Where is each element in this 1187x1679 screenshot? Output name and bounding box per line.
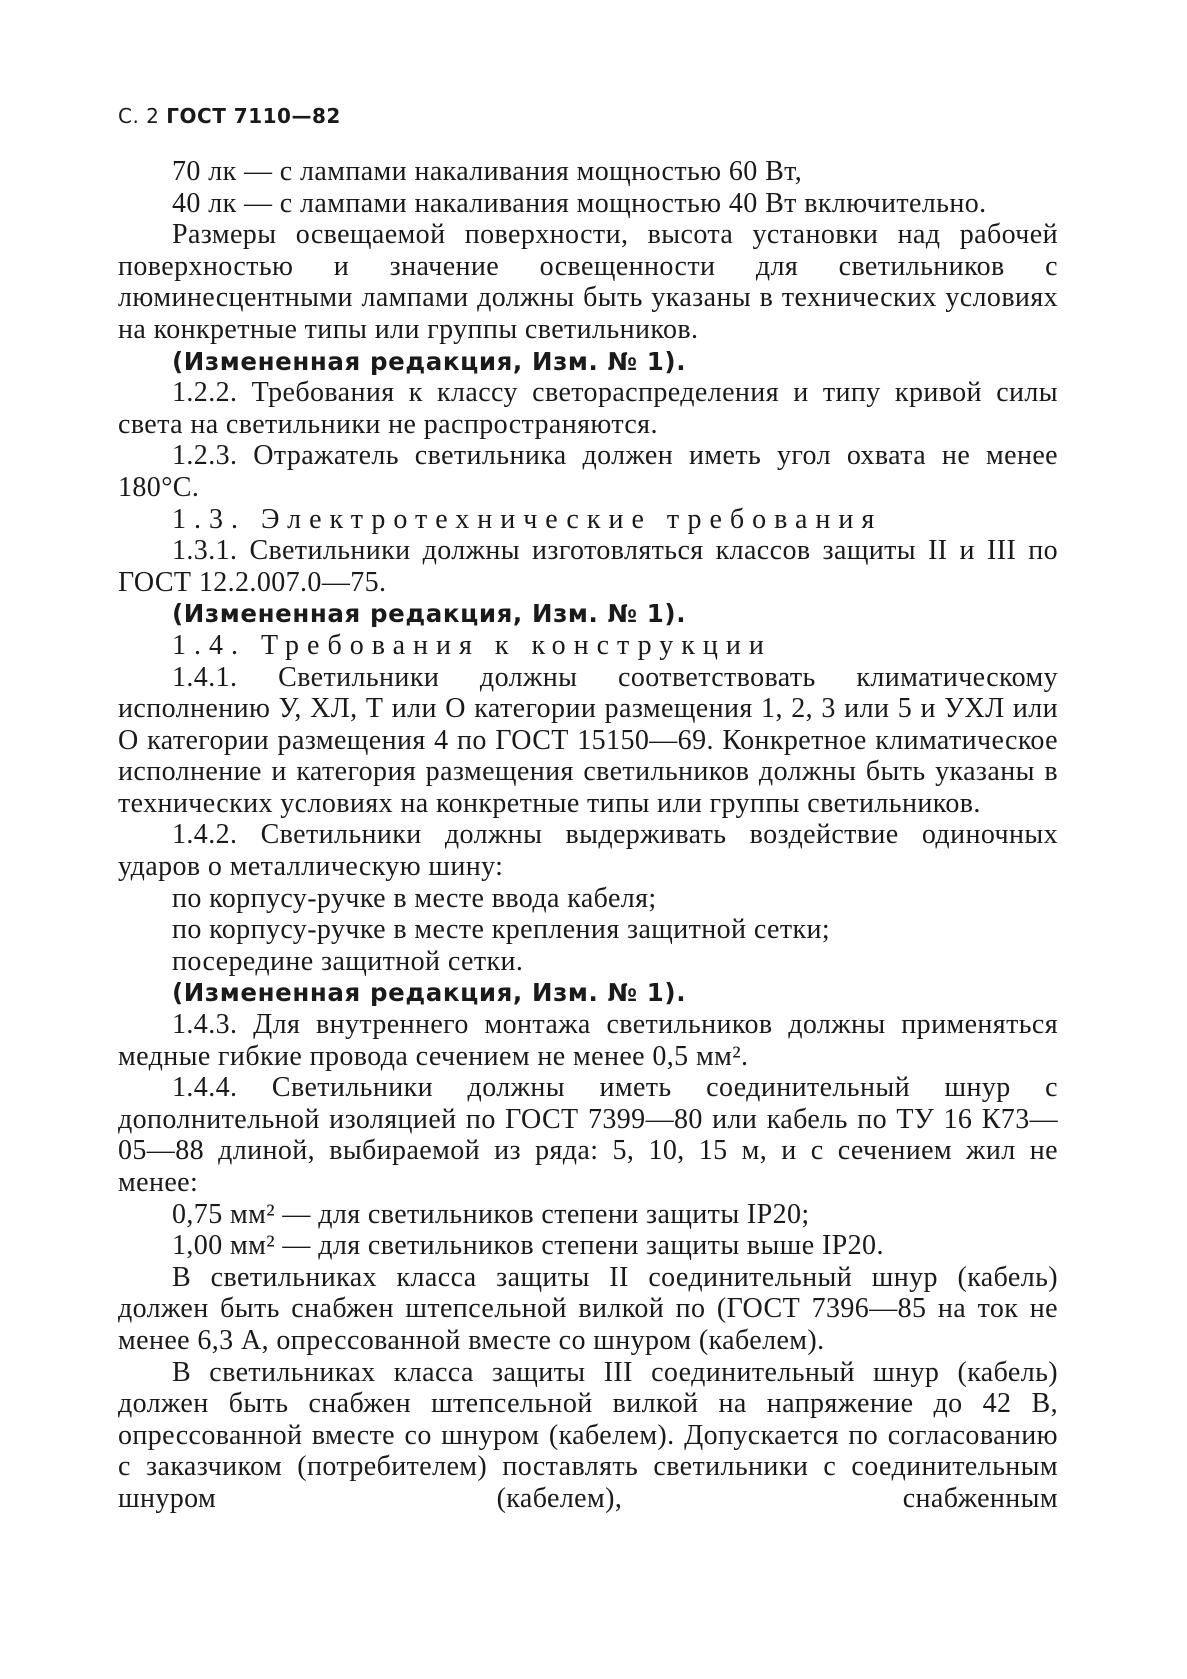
paragraph: 1.2.2. Требования к классу светораспределения и типу кривой силы света на светильники не распространяются. [118,377,1058,440]
paragraph: 1.4.4. Светильники должны иметь соединительный шнур с дополнительной изоляцией по ГОСТ 7399—80 или кабель по ТУ 16 К73—05—88 длиной, выбираемой из ряда: 5, 10, 15 м, и с сечением жил не менее: [118,1072,1058,1198]
paragraph: 1.4. Требования к конструкции [172,629,772,661]
paragraph: по корпусу-ручке в месте крепления защитной сетки; [172,914,831,946]
paragraph: В светильниках класса защиты II соединительный шнур (кабель) должен быть снабжен штепсельной вилкой по (ГОСТ 7396—85 на ток не менее 6,3 А, опрессованной вместе со шнуром (кабелем). [118,1261,1058,1356]
paragraph: В светильниках класса защиты III соединительный шнур (кабель) должен быть снабжен штепсельной вилкой на напряжение до 42 В, опрессованной вместе со шнуром (кабелем). Допускается по согласованию с заказчиком (потребителем) поставлять светильники с соединительным шнуром (кабелем), снабженным [118,1356,1058,1514]
paragraph: 1.2.3. Отражатель светильника должен иметь угол охвата не менее 180°С. [118,440,1058,503]
paragraph: по корпусу-ручке в месте ввода кабеля; [172,882,657,914]
paragraph: (Измененная редакция, Изм. № 1). [172,599,687,629]
body-text [118,156,1058,1515]
paragraph: 70 лк — с лампами накаливания мощностью 60 Вт, [172,156,803,187]
paragraph: 40 лк — с лампами накаливания мощностью 40 Вт включительно. [172,187,987,219]
paragraph: 1.4.3. Для внутреннего монтажа светильников должны применяться медные гибкие провода сечением не менее 0,5 мм². [118,1009,1058,1072]
paragraph: 1.4.2. Светильники должны выдерживать воздействие одиночных ударов о металлическую шину: [118,819,1058,883]
page-number: С. 2 [118,104,160,128]
standard-number: ГОСТ 7110—82 [166,104,341,128]
running-header [118,104,341,128]
paragraph: 1.4.1. Светильники должны соответствовать климатическому исполнению У, ХЛ, Т или О категории размещения 1, 2, 3 или 5 и УХЛ или О категории размещения 4 по ГОСТ 15150—69. Конкретное климатическое исполнение и категория размещения светильников должны быть указаны в технических условиях на конкретные типы или группы светильников. [118,661,1058,819]
paragraph: посередине защитной сетки. [172,945,524,977]
paragraph: 1.3.1. Светильники должны изготовляться классов защиты II и III по ГОСТ 12.2.007.0—75. [118,535,1058,598]
paragraph: Размеры освещаемой поверхности, высота установки над рабочей поверхностью и значение освещенности для светильников с люминесцентными лампами должны быть указаны в технических условиях на конкретные типы или группы светильников. [118,219,1058,345]
paragraph: 1.3. Электротехнические требования [172,503,883,535]
paragraph: 1,00 мм² — для светильников степени защиты выше IP20. [172,1230,884,1262]
paragraph: (Измененная редакция, Изм. № 1). [172,346,687,376]
paragraph: 0,75 мм² — для светильников степени защиты IP20; [172,1198,810,1230]
paragraph: (Измененная редакция, Изм. № 1). [172,978,687,1008]
